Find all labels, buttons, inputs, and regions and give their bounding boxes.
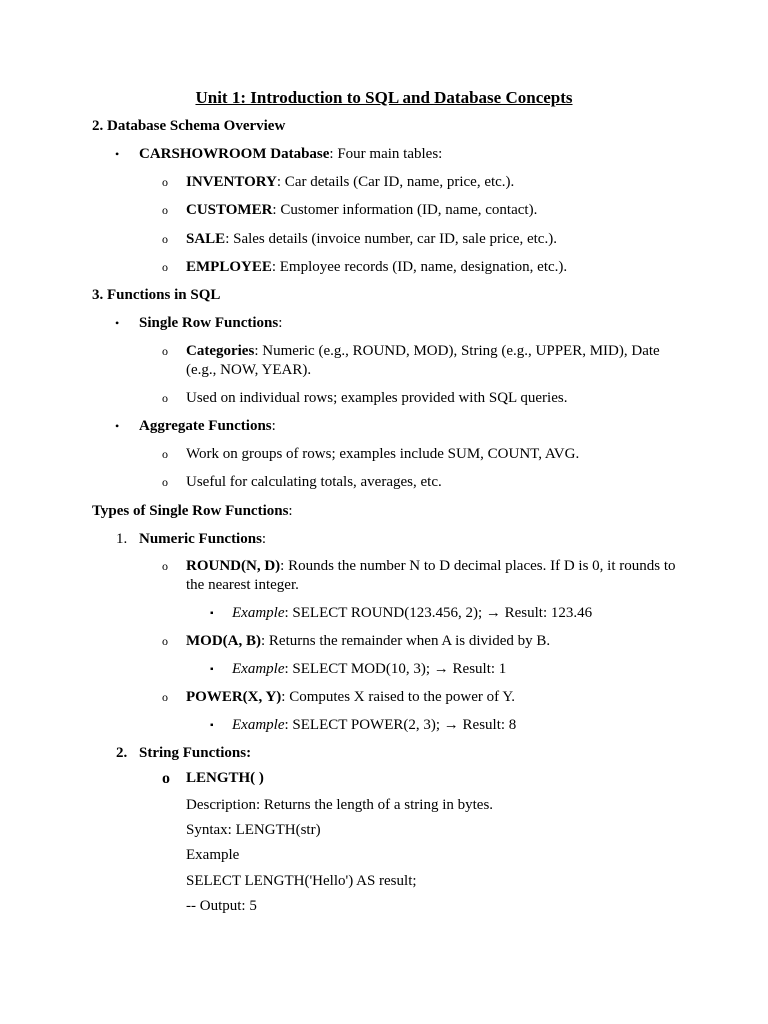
bullet-circle-icon: o (162, 344, 168, 358)
length-description: Description: Returns the length of a string in bytes. (186, 797, 494, 813)
bullet-circle-icon: o (162, 447, 168, 461)
length-example-label: Example (186, 847, 240, 863)
length-name: LENGTH( ) (186, 770, 264, 786)
power-desc: : Computes X raised to the power of Y. (281, 689, 515, 705)
table-item-sale (186, 230, 557, 249)
bullet-disc-icon: • (115, 316, 120, 330)
mod-example (232, 660, 506, 679)
length-syntax: Syntax: LENGTH(str) (186, 822, 321, 838)
categories-item (186, 342, 686, 380)
table-name: INVENTORY (186, 174, 277, 190)
types-heading-line (92, 502, 293, 521)
db-text: : Four main tables: (329, 146, 443, 162)
bullet-circle-icon: o (162, 391, 168, 405)
table-name: EMPLOYEE (186, 259, 272, 275)
bullet-disc-icon: • (115, 419, 120, 433)
example-label: Example (232, 661, 285, 677)
db-line (139, 145, 442, 164)
length-example-output: -- Output: 5 (186, 898, 257, 914)
colon: : (261, 531, 267, 547)
round-desc: : Rounds the number N to D decimal places. If D is 0, it rounds to the nearest integer. (186, 558, 676, 593)
mod-name: MOD(A, B) (186, 633, 261, 649)
bullet-circle-icon: o (162, 260, 168, 274)
categories-label: Categories (186, 343, 255, 359)
table-desc: : Customer information (ID, name, contact). (272, 202, 538, 218)
single-row-label: Single Row Functions (139, 315, 279, 331)
types-heading: Types of Single Row Functions (92, 503, 289, 519)
table-item-inventory (186, 173, 514, 192)
power-name: POWER(X, Y) (186, 689, 282, 705)
example-text: : SELECT POWER(2, 3); → Result: 8 (284, 717, 517, 733)
length-example-query: SELECT LENGTH('Hello') AS result; (186, 873, 417, 889)
page-title: Unit 1: Introduction to SQL and Database Concepts (195, 88, 573, 107)
aggregate-label: Aggregate Functions (139, 418, 272, 434)
bullet-circle-icon: o (162, 232, 168, 246)
bullet-disc-icon: • (115, 147, 120, 161)
table-item-customer (186, 201, 537, 220)
example-text: : SELECT ROUND(123.456, 2); → Result: 123.46 (284, 605, 593, 621)
table-desc: : Car details (Car ID, name, price, etc.). (276, 174, 515, 190)
single-row-line (139, 314, 282, 333)
table-name: SALE (186, 231, 226, 247)
round-item (186, 557, 686, 595)
bullet-circle-icon: o (162, 690, 168, 704)
section-3-heading: 3. Functions in SQL (92, 287, 221, 303)
section-2-heading: 2. Database Schema Overview (92, 118, 286, 134)
table-desc: : Employee records (ID, name, designation, etc.). (271, 259, 568, 275)
bullet-circle-icon: o (162, 175, 168, 189)
list-number: 2. (116, 745, 128, 761)
round-name: ROUND(N, D) (186, 558, 281, 574)
mod-item (186, 632, 550, 651)
table-name: CUSTOMER (186, 202, 273, 218)
single-row-usage: Used on individual rows; examples provided with SQL queries. (186, 390, 568, 406)
round-example (232, 604, 592, 623)
aggregate-item: Work on groups of rows; examples include SUM, COUNT, AVG. (186, 446, 580, 462)
list-number: 1. (116, 531, 128, 547)
bullet-circle-icon: o (162, 203, 168, 217)
power-example (232, 716, 516, 735)
bullet-circle-icon: o (162, 559, 168, 573)
aggregate-line (139, 417, 276, 436)
db-label: CARSHOWROOM Database (139, 146, 330, 162)
example-text: : SELECT MOD(10, 3); → Result: 1 (284, 661, 507, 677)
bullet-square-icon: ▪ (210, 664, 214, 675)
mod-desc: : Returns the remainder when A is divided by B. (261, 633, 551, 649)
example-label: Example (232, 605, 285, 621)
colon: : (288, 503, 293, 519)
bullet-square-icon: ▪ (210, 720, 214, 731)
bullet-circle-icon: o (162, 634, 168, 648)
bullet-circle-icon: o (162, 475, 168, 489)
bullet-circle-icon: o (162, 770, 170, 787)
numeric-functions-line (139, 530, 266, 549)
string-functions-label: String Functions: (139, 745, 252, 761)
numeric-functions-label: Numeric Functions (139, 531, 262, 547)
categories-text: : Numeric (e.g., ROUND, MOD), String (e.g., UPPER, MID), Date (e.g., NOW, YEAR). (186, 343, 660, 378)
power-item (186, 688, 515, 707)
colon: : (271, 418, 276, 434)
table-desc: : Sales details (invoice number, car ID, sale price, etc.). (225, 231, 557, 247)
colon: : (278, 315, 283, 331)
example-label: Example (232, 717, 285, 733)
table-item-employee (186, 258, 567, 277)
aggregate-item: Useful for calculating totals, averages, etc. (186, 474, 442, 490)
bullet-square-icon: ▪ (210, 608, 214, 619)
